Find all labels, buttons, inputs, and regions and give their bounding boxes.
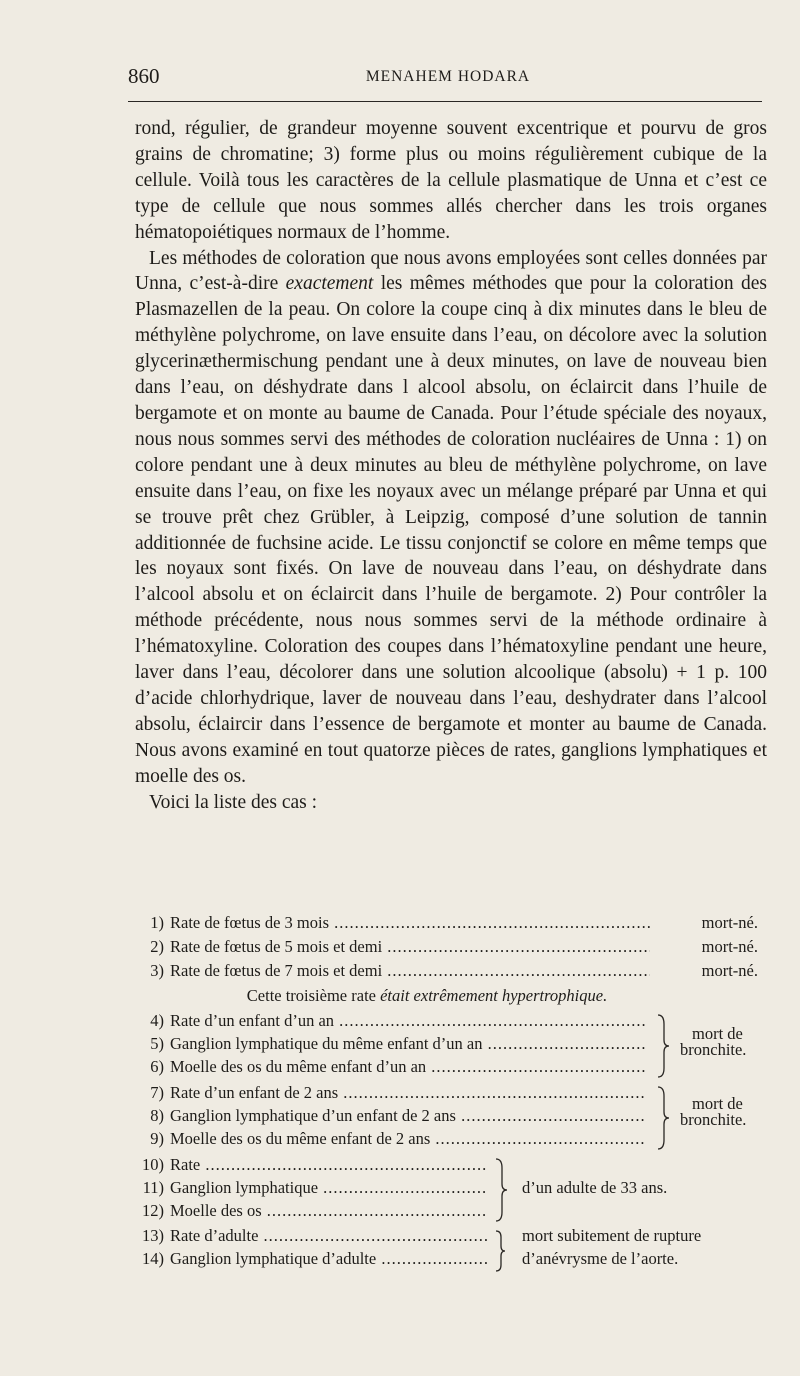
brace-icon bbox=[656, 1014, 670, 1078]
item-status: mort-né. bbox=[701, 937, 758, 956]
group-annotation bbox=[680, 1023, 746, 1061]
item-number: 9) bbox=[150, 1129, 164, 1148]
note-italic: était extrêmement hypertrophique. bbox=[380, 986, 608, 1005]
annotation-line: mort de bbox=[692, 1094, 743, 1113]
item-label: Ganglion lymphatique d’un enfant de 2 ans ..... bbox=[170, 1105, 645, 1127]
list-item bbox=[128, 1033, 768, 1055]
page-header bbox=[128, 64, 768, 90]
page-number: 860 bbox=[128, 64, 160, 88]
annotation-line: d’un adulte de 33 ans. bbox=[522, 1178, 668, 1197]
item-number: 13) bbox=[142, 1226, 164, 1245]
item-label: Moelle des os ..... bbox=[170, 1200, 488, 1222]
item-label: Ganglion lymphatique ..... bbox=[170, 1177, 488, 1199]
list-item bbox=[128, 912, 768, 934]
group-annotation bbox=[680, 1093, 746, 1131]
annotation-line: bronchite. bbox=[680, 1110, 747, 1129]
group-annotation bbox=[522, 1177, 667, 1199]
brace-icon bbox=[656, 1086, 670, 1150]
paragraph bbox=[135, 116, 767, 246]
item-status: mort-né. bbox=[701, 913, 758, 932]
item-number: 4) bbox=[150, 1011, 164, 1030]
paragraph bbox=[135, 790, 767, 816]
item-label: Rate de fœtus de 7 mois et demi ..... bbox=[170, 960, 650, 982]
paragraph-text: les mêmes méthodes que pour la coloration des Plasmazellen de la peau. On colore la coupe cinq à dix minutes dans le bleu de méthylène polychrome, on lave ensuite dans l’eau, on décolore avec la solution glycerinæthermischung pendant une à deux minutes, on lave de nouveau bien dans l’eau, on déshydrate dans l alcool absolu, on éclaircit dans l’huile de bergamote et on monte au baume de Canada. Pour l’étude spéciale des noyaux, nous nous sommes servi des méthodes de coloration nucléaires de Unna : 1) on colore pendant une à deux minutes au bleu de méthylène polychrome, on lave ensuite dans l’eau, on fixe les noyaux avec un mélange préparé par Unna et qui se trouve prêt chez Grübler, à Leipzig, composé d’une solution de tannin additionnée de fuchsine acide. Le tissu conjonctif se colore en même temps que les noyaux sont fixés. On lave de nouveau dans l’eau, on déshydrate dans l’alcool absolu et on éclaircit dans l’huile de bergamote. 2) Pour contrôler la méthode précédente, nous nous sommes servi de la méthode ordinaire à l’hématoxyline. Coloration des coupes dans l’hématoxyline pendant une heure, laver dans l’eau, décolorer dans une solution alcoolique (absolu) + 1 p. 100 d’acide chlorhydrique, laver de nouveau dans l’eau, deshydrater dans l’alcool absolu, éclaircir dans l’essence de bergamote et monter au baume de Canada. Nous avons examiné en tout quatorze pièces de rates, ganglions lymphatiques et moelle des os. bbox=[135, 273, 767, 787]
list-item bbox=[128, 1056, 768, 1078]
annotation-line: d’anévrysme de l’aorte. bbox=[522, 1249, 679, 1268]
paragraph-text: Voici la liste des cas : bbox=[149, 791, 318, 813]
annotation-line: bronchite. bbox=[680, 1040, 747, 1059]
item-label: Rate ..... bbox=[170, 1154, 488, 1176]
item-label: Rate de fœtus de 3 mois ..... bbox=[170, 912, 650, 934]
item-label: Moelle des os du même enfant d’un an ..... bbox=[170, 1056, 645, 1078]
item-number: 6) bbox=[150, 1057, 164, 1076]
body-text bbox=[135, 116, 767, 815]
paragraph-text: Les méthodes de coloration que nous avons employées sont celles données par Unna, c’est-à-dire bbox=[135, 247, 767, 295]
item-label: Moelle des os du même enfant de 2 ans ..... bbox=[170, 1128, 645, 1150]
item-status: mort-né. bbox=[701, 961, 758, 980]
item-label: Rate de fœtus de 5 mois et demi ..... bbox=[170, 936, 650, 958]
item-number: 7) bbox=[150, 1083, 164, 1102]
list-item bbox=[128, 1177, 768, 1199]
item-number: 14) bbox=[142, 1249, 164, 1268]
item-number: 10) bbox=[142, 1155, 164, 1174]
emphasis: exactement bbox=[285, 273, 374, 295]
item-number: 2) bbox=[150, 937, 164, 956]
item-number: 12) bbox=[142, 1201, 164, 1220]
item-number: 5) bbox=[150, 1034, 164, 1053]
annotation-line: mort subitement de rupture bbox=[522, 1226, 702, 1245]
list-item bbox=[128, 960, 768, 982]
header-rule bbox=[128, 101, 762, 102]
item-label: Ganglion lymphatique d’adulte ..... bbox=[170, 1248, 488, 1270]
paragraph bbox=[135, 246, 767, 790]
group-annotation bbox=[522, 1225, 701, 1270]
item-label: Rate d’un enfant d’un an ..... bbox=[170, 1010, 645, 1032]
list-item bbox=[128, 1010, 768, 1032]
item-number: 8) bbox=[150, 1106, 164, 1125]
item-number: 11) bbox=[142, 1178, 164, 1197]
brace-icon bbox=[494, 1158, 508, 1222]
list-note bbox=[186, 985, 668, 1007]
list-item bbox=[128, 1128, 768, 1150]
brace-icon bbox=[494, 1230, 506, 1272]
list-item bbox=[128, 1200, 768, 1222]
note-lead: Cette troisième rate bbox=[246, 986, 376, 1005]
running-head: MENAHEM HODARA bbox=[365, 68, 531, 85]
paragraph-text: rond, régulier, de grandeur moyenne souvent excentrique et pourvu de gros grains de chromatine; 3) forme plus ou moins régulièrement cubique de la cellule. Voilà tous les caractères de la cellule plasmatique de Unna et c’est ce type de cellule que nous sommes allés chercher dans les trois organes hématopoiétiques normaux de l’homme. bbox=[135, 118, 767, 243]
item-label: Rate d’un enfant de 2 ans ..... bbox=[170, 1082, 645, 1104]
item-label: Rate d’adulte ..... bbox=[170, 1225, 488, 1247]
list-item bbox=[128, 936, 768, 958]
list-item bbox=[128, 1082, 768, 1104]
list-item bbox=[128, 1105, 768, 1127]
item-label: Ganglion lymphatique du même enfant d’un an ..... bbox=[170, 1033, 645, 1055]
item-number: 3) bbox=[150, 961, 164, 980]
annotation-line: mort de bbox=[692, 1024, 743, 1043]
item-number: 1) bbox=[150, 913, 164, 932]
list-item bbox=[128, 1154, 768, 1176]
